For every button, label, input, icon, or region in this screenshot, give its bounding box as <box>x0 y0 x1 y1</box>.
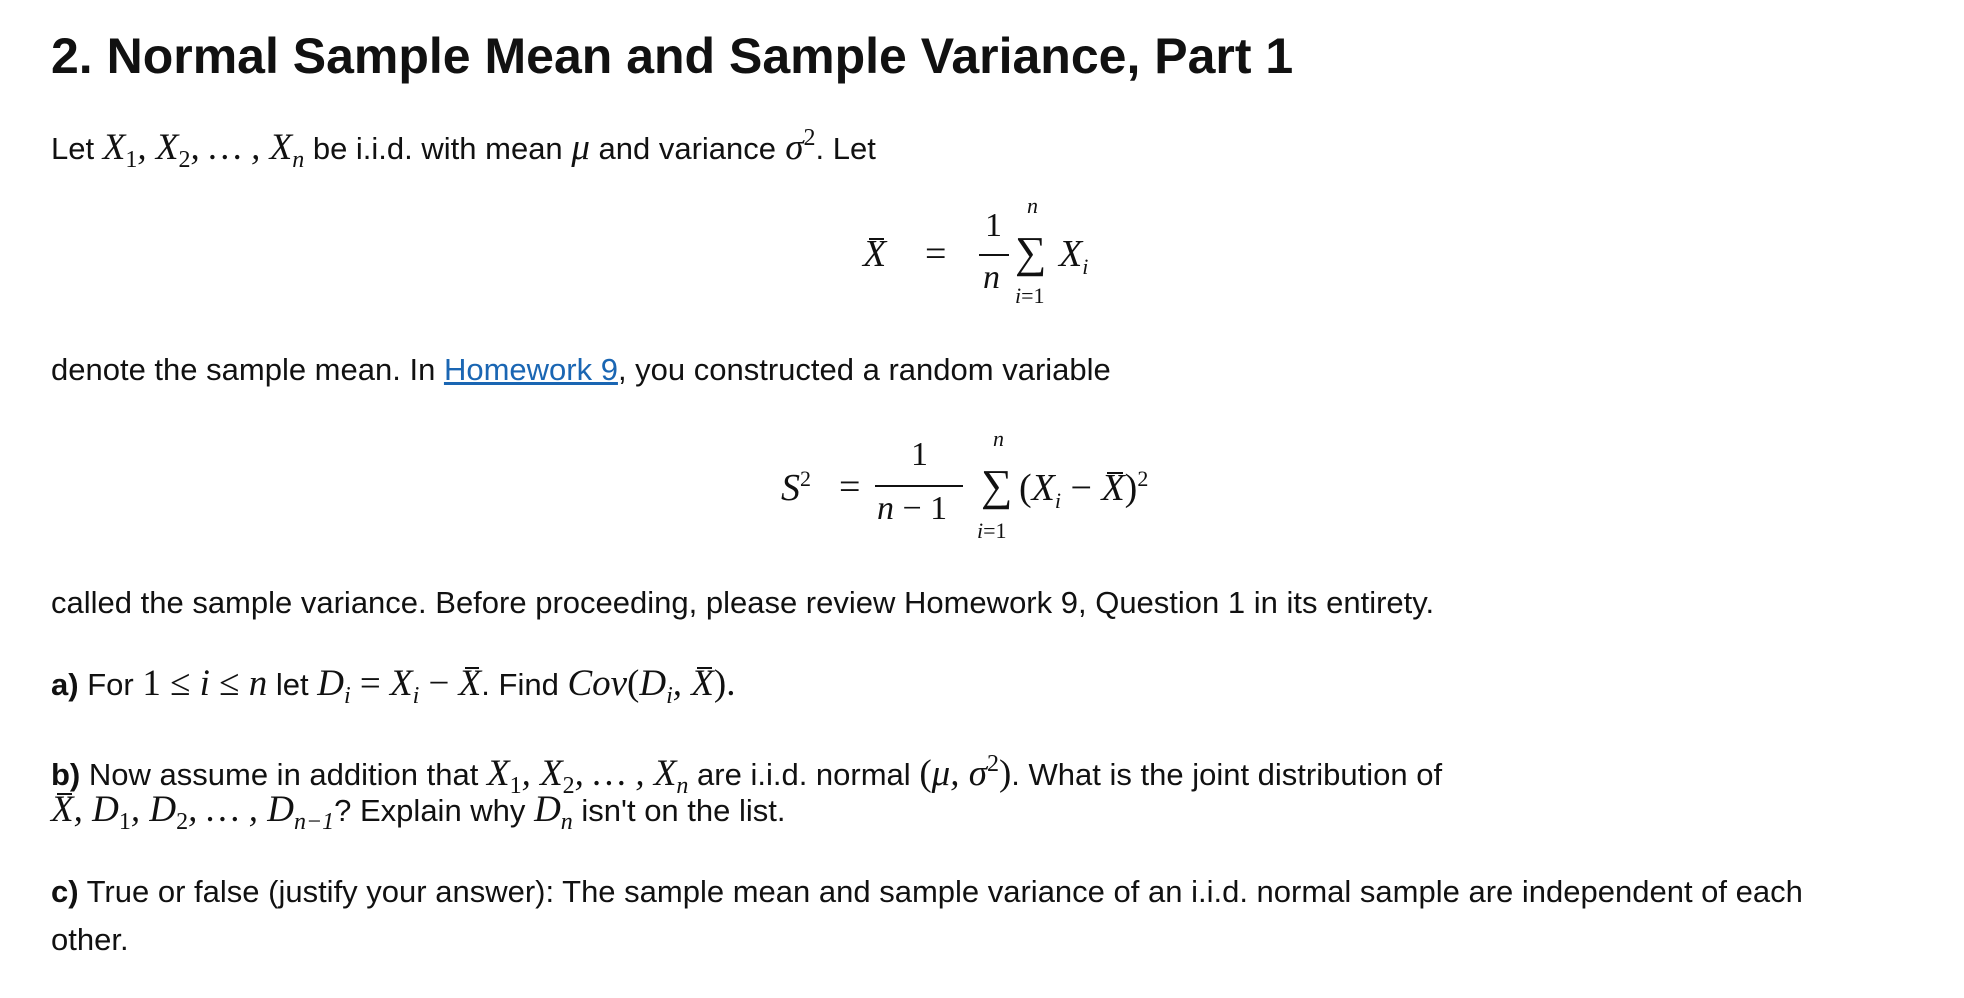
part-b-text3: . What is the joint distribution of <box>1011 757 1443 792</box>
math-normal-params: (μ, $\sigma^2$) <box>919 751 1012 794</box>
math-d-n: $D_n$ <box>534 789 573 835</box>
math-x-sequence-b: $X_1$, $X_2$, … , $X_n$ <box>486 753 689 799</box>
part-a <box>51 664 735 716</box>
intro-and-variance: and variance <box>598 131 777 166</box>
sample-variance-text: called the sample variance. Before proceeding, please review Homework 9, Question 1 in its entirety. <box>51 585 1435 620</box>
math-x-sequence: $X_1$, $X_2$, … , $X_n$ <box>102 127 305 173</box>
sample-mean-equation: X = 1 n n ∑ i=1 $X_i$ <box>863 193 1089 308</box>
part-b-text4: ? Explain why <box>334 793 526 828</box>
part-a-for: For <box>87 667 134 702</box>
math-index-range: 1 ≤ i ≤ n <box>142 663 268 704</box>
sample-mean-after-link: , you constructed a random variable <box>617 352 1111 387</box>
part-b-text1: Now assume in addition that <box>88 757 479 792</box>
math-mu: μ <box>571 127 590 168</box>
part-b-text5: isn't on the list. <box>581 793 786 828</box>
math-d-definition: $D_i = X_i - X$ <box>317 663 482 709</box>
part-c-line-1 <box>51 872 1803 912</box>
part-c-line-2: other. <box>51 922 129 957</box>
sample-mean-text <box>51 350 1111 390</box>
document-page <box>51 0 1931 998</box>
part-b-label: b) <box>51 757 81 792</box>
part-c-label: c) <box>51 874 79 909</box>
intro-be-iid: be i.i.d. with mean <box>312 131 563 166</box>
math-joint-list: X, $D_1$, $D_2$, … , $D_{n-1}$ <box>51 789 335 835</box>
math-sigma-squared: $\sigma^2$ <box>776 125 816 168</box>
part-a-find: . Find <box>481 667 559 702</box>
sample-variance-equation: $S^2$ = 1 n − 1 n ∑ i=1 $(X_i - X)^2$ <box>781 426 1149 543</box>
math-covariance: $Cov(D_i$, X). <box>567 663 736 709</box>
page-title: 2. Normal Sample Mean and Sample Variance, Part 1 <box>51 28 1294 84</box>
part-a-label: a) <box>51 667 79 702</box>
intro-let: Let <box>51 131 95 166</box>
part-b-line-2 <box>51 790 786 842</box>
sample-mean-before-link: denote the sample mean. In <box>51 352 436 387</box>
homework-9-link[interactable]: Homework 9 <box>443 352 618 387</box>
intro-line <box>51 118 876 180</box>
intro-let2: . Let <box>815 131 876 166</box>
part-b-text2: are i.i.d. normal <box>697 757 911 792</box>
part-a-let: let <box>275 667 309 702</box>
part-c-line1: True or false (justify your answer): The sample mean and sample variance of an i.i.d. normal sample are independent of each <box>86 874 1803 909</box>
